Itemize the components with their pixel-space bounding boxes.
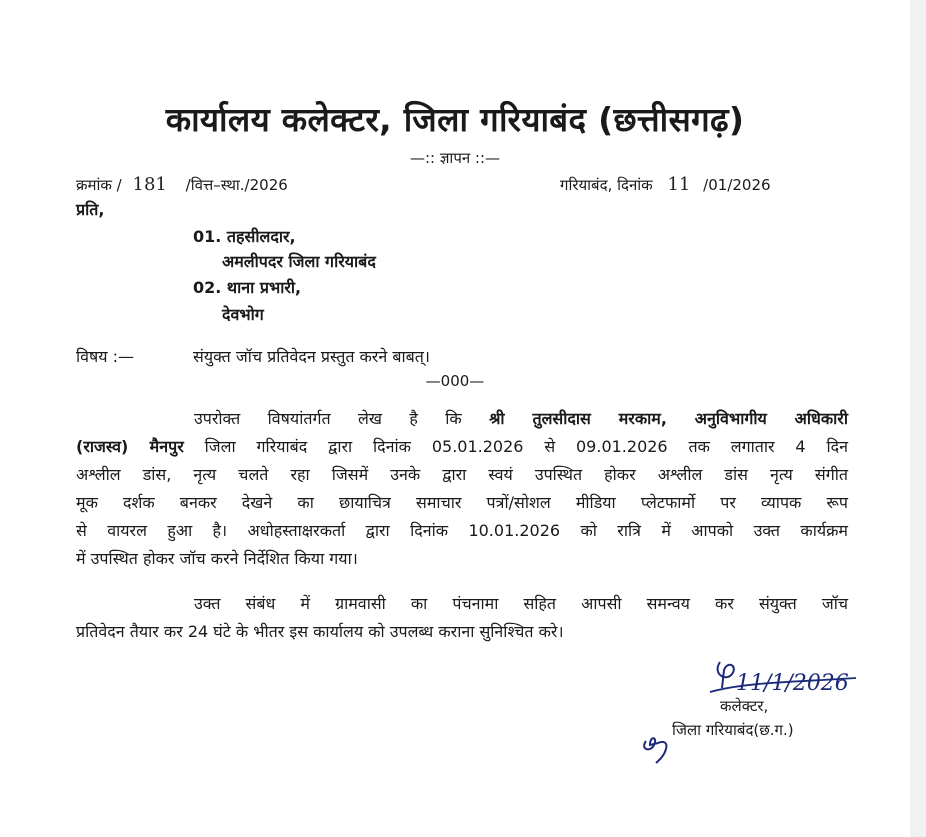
officer-name: श्री तुलसीदास मरकाम, अनुविभागीय अधिकारी: [489, 409, 848, 428]
memo-label: —:: ज्ञापन ::—: [409, 149, 501, 167]
body-line: में उपस्थित होकर जॉच करने निर्देशित किया गया।: [76, 549, 358, 568]
body-line: [76, 433, 848, 461]
body-text: उपरोक्त विषयांतर्गत लेख है कि: [194, 409, 462, 428]
recipient-1-title: 01. तहसीलदार,: [193, 227, 296, 246]
separator: —000—: [425, 372, 485, 390]
place-date-prefix: गरियाबंद, दिनांक: [560, 176, 653, 194]
handwritten-day: 11: [667, 174, 691, 195]
body-line: प्रतिवेदन तैयार कर 24 घंटे के भीतर इस कार्यालय को उपलब्ध कराना सुनिश्चित करे।: [76, 622, 564, 641]
signature-date: 11/1/2026: [736, 671, 849, 696]
reference-suffix: /वित्त–स्था./2026: [185, 176, 288, 194]
recipient-1-place: अमलीपदर जिला गरियाबंद: [222, 252, 376, 271]
subject-label: विषय :—: [76, 347, 135, 366]
body-line: [76, 590, 848, 618]
subject-text: संयुक्त जॉच प्रतिवेदन प्रस्तुत करने बाबत्।: [193, 347, 430, 366]
body-text: जिला गरियाबंद द्वारा दिनांक 05.01.2026 से 09.01.2026 तक लगातार 4 दिन: [204, 437, 848, 456]
body-line: अश्लील डांस, नृत्य चलते रहा जिसमें उनके द्वारा स्वयं उपस्थित होकर अश्लील डांस नृत्य संगीत: [76, 465, 848, 484]
handwritten-reference-number: 181: [132, 174, 167, 195]
signatory-designation: कलेक्टर,: [720, 697, 769, 715]
reference-number: [76, 174, 288, 195]
body-line: [76, 405, 848, 433]
office-heading: कार्यालय कलेक्टर, जिला गरियाबंद (छत्तीसगढ़): [165, 100, 745, 139]
place-date: [560, 174, 771, 195]
recipient-2-place: देवभोग: [222, 305, 264, 324]
reference-prefix: क्रमांक /: [76, 176, 122, 194]
date-suffix: /01/2026: [703, 176, 771, 194]
body-text: उक्त संबंध में ग्रामवासी का पंचनामा सहित आपसी समन्वय कर संयुक्त जॉच: [194, 594, 848, 613]
body-line: से वायरल हुआ है। अधोहस्ताक्षरकर्ता द्वारा दिनांक 10.01.2026 को रात्रि में आपको उक्त कार्यक्रम: [76, 521, 848, 540]
recipient-2-title: 02. थाना प्रभारी,: [193, 278, 302, 297]
officer-office: (राजस्व) मैनपुर: [76, 437, 184, 456]
to-label: प्रति,: [76, 200, 105, 219]
signatory-district: जिला गरियाबंद(छ.ग.): [672, 721, 794, 739]
page-edge: [910, 0, 926, 837]
body-line: मूक दर्शक बनकर देखने का छायाचित्र समाचार पत्रों/सोशल मीडिया प्लेटफार्मो पर व्यापक रूप: [76, 493, 848, 512]
